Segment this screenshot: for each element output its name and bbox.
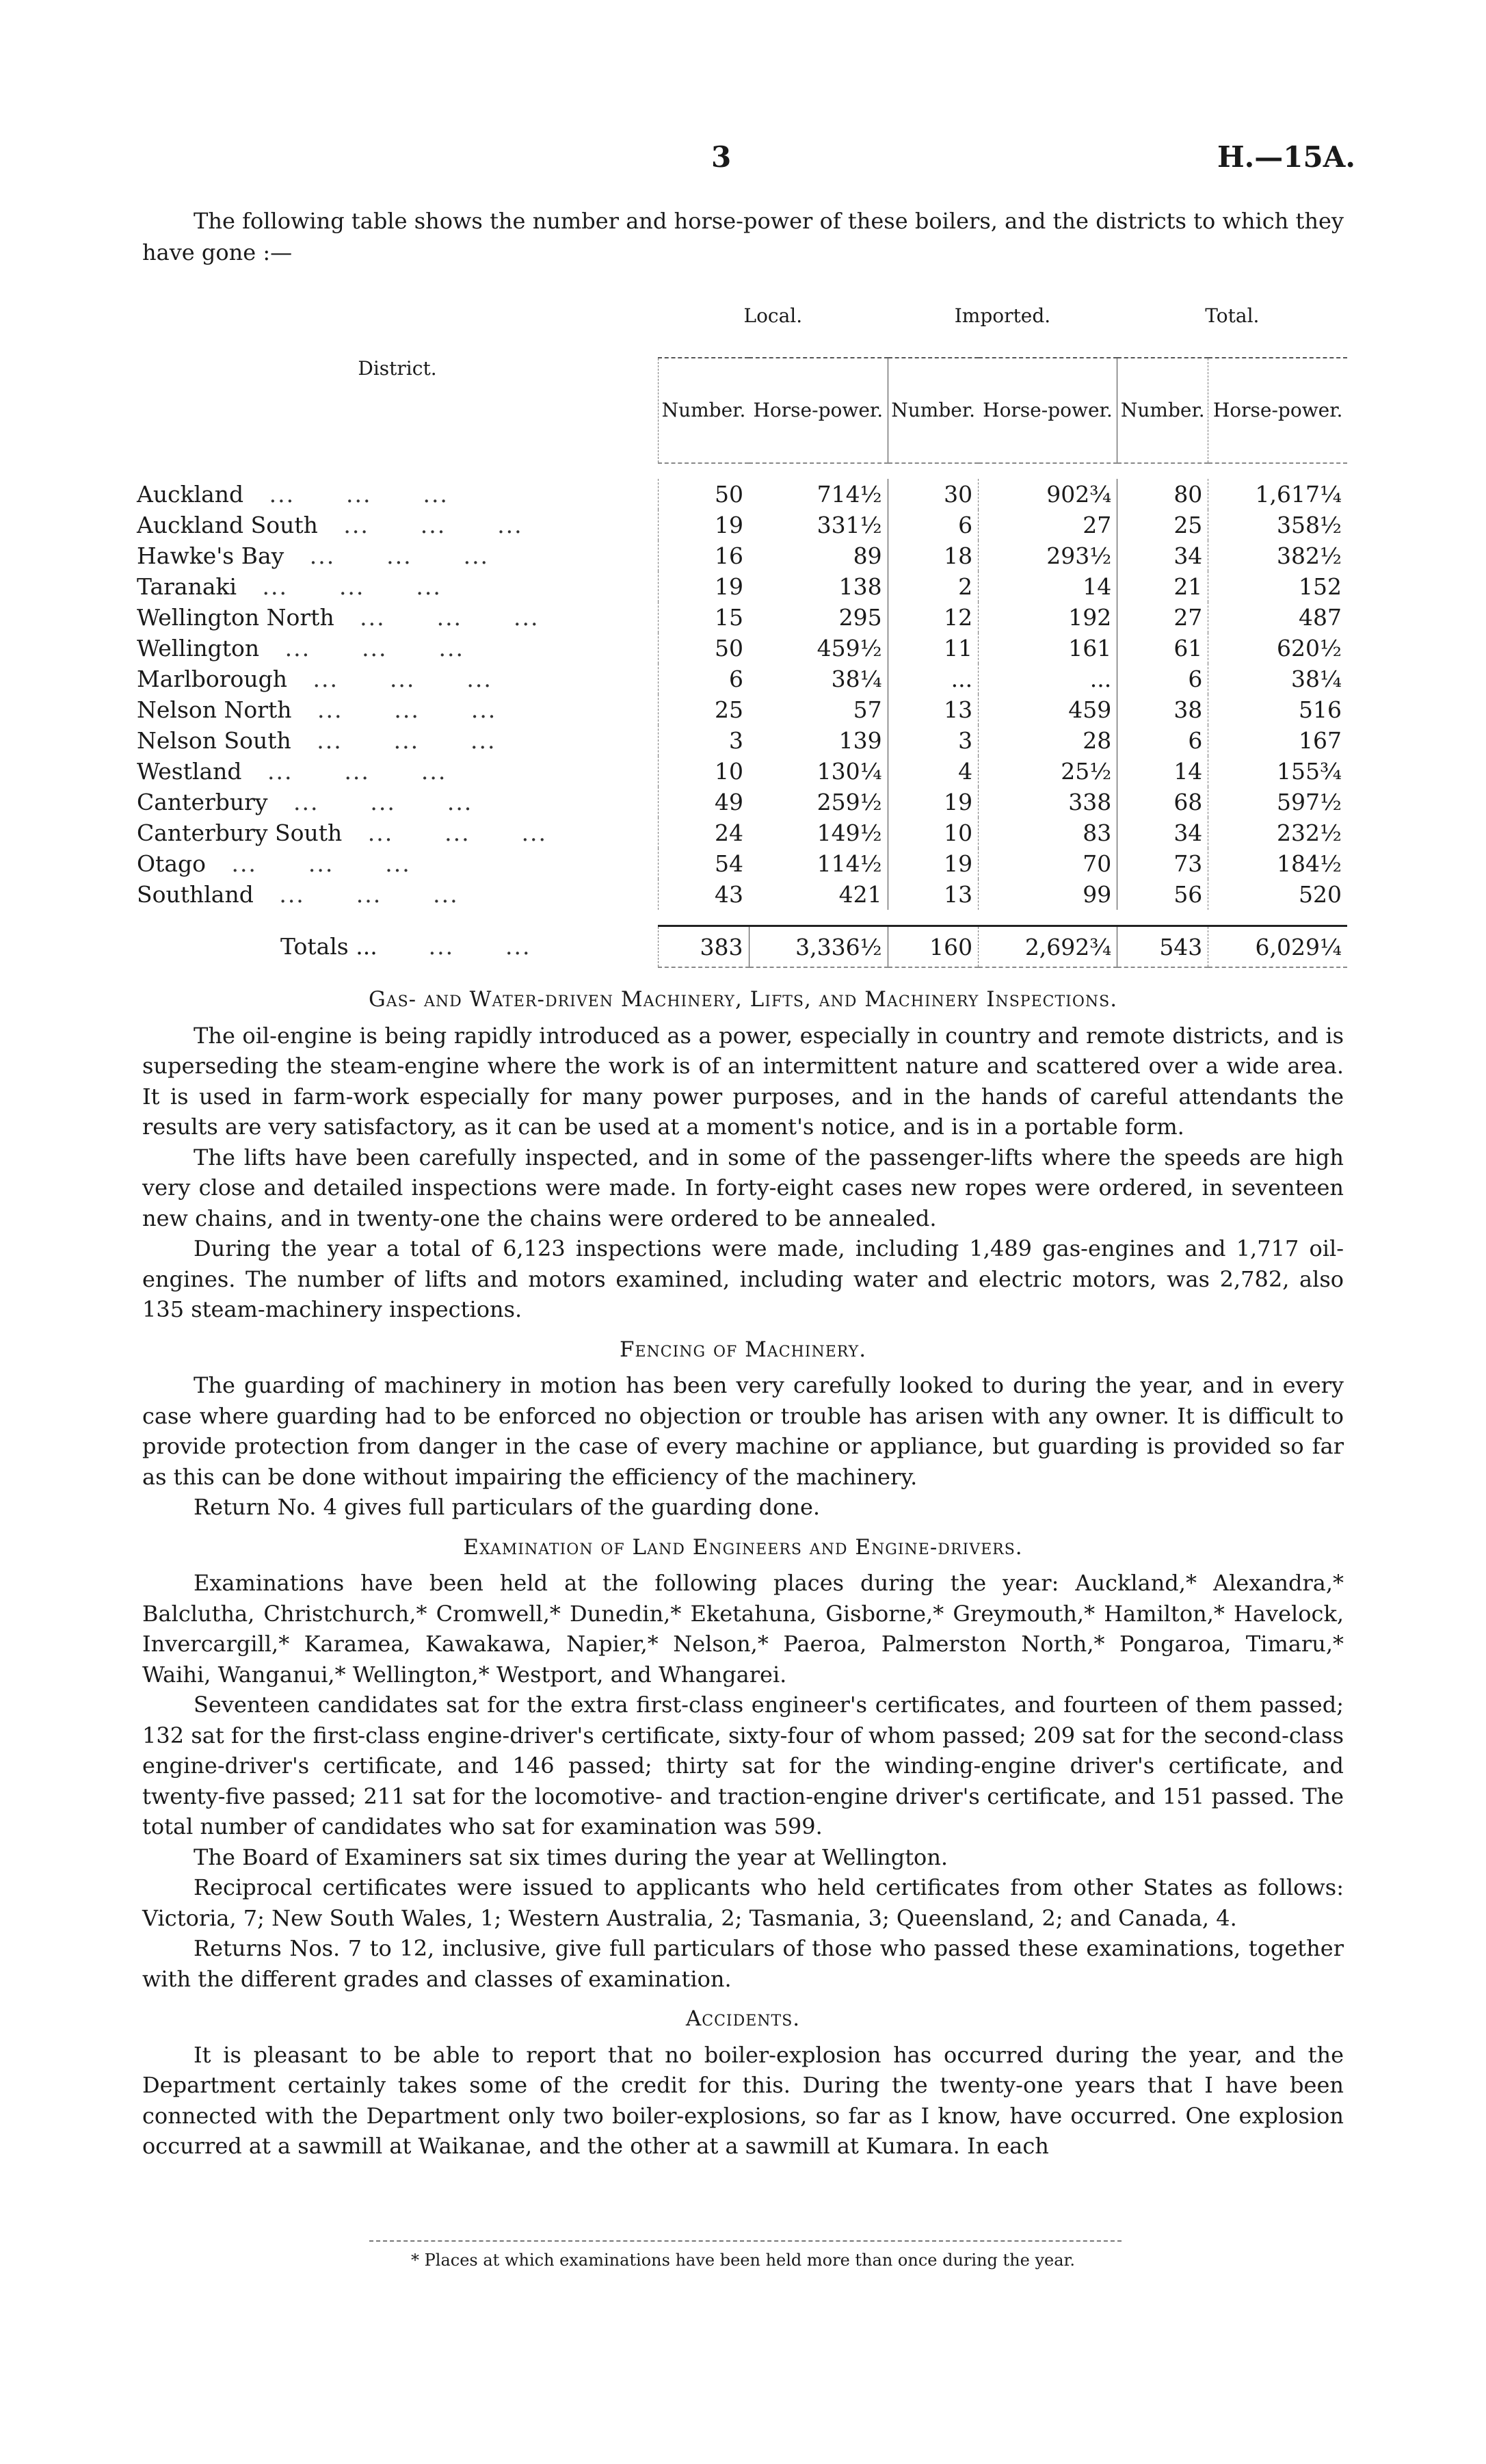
value-cell: 61 [1117, 633, 1208, 664]
paragraph: Return No. 4 gives full particulars of the guarding done. [194, 1494, 821, 1520]
section-heading: Fencing of Machinery. [619, 1337, 867, 1362]
section-heading: Accidents. [685, 2006, 801, 2031]
total-cell: 383 [659, 926, 749, 968]
value-cell: 130¼ [817, 758, 882, 785]
leader-dots: ... ... ... [284, 542, 490, 569]
value-cell: 34 [1117, 540, 1208, 571]
col-header-horsepower: Horse-power. [1208, 358, 1347, 463]
table-row [137, 510, 1347, 540]
value-cell: 295 [838, 604, 882, 631]
district-cell [137, 602, 659, 633]
totals-label-text: Totals ... [280, 933, 377, 960]
value-cell: 49 [659, 787, 749, 817]
value-cell: 3 [659, 725, 749, 756]
value-cell: 459½ [817, 635, 882, 661]
leader-dots: ... ... ... [205, 850, 411, 877]
value-cell: 27 [979, 510, 1117, 540]
value-cell: ... [979, 664, 1117, 694]
table-row [137, 694, 1347, 725]
value-cell: 167 [1208, 725, 1347, 756]
leader-dots: ... ... ... [291, 696, 497, 723]
district-cell [137, 540, 659, 571]
value-cell: 68 [1117, 787, 1208, 817]
value-cell: 620½ [1208, 633, 1347, 664]
group-header-total: Total. [1205, 304, 1260, 327]
paragraph: During the year a total of 6,123 inspections were made, including 1,489 gas-engines and 1,717 oil-engines. The number of lifts and motors examined, including water and electric motors, was 2,782, also 135 steam-machinery inspections. [142, 1235, 1344, 1322]
district-name: Auckland [137, 481, 244, 508]
total-cell: 2,692¾ [979, 926, 1117, 968]
paragraph: The Board of Examiners sat six times during the year at Wellington. [194, 1844, 948, 1870]
district-name: Wellington [137, 635, 260, 661]
district-cell [137, 848, 659, 879]
leader-dots: ... ... ... [291, 727, 496, 754]
value-cell: 19 [659, 510, 749, 540]
value-cell: 13 [888, 879, 979, 910]
table-row [137, 479, 1347, 510]
totals-row [137, 926, 1347, 968]
value-cell: 12 [888, 602, 979, 633]
table-row [137, 540, 1347, 571]
leader-dots: ... ... ... [241, 758, 447, 785]
district-cell [137, 787, 659, 817]
district-name: Canterbury [137, 789, 268, 815]
value-cell: 25 [659, 694, 749, 725]
value-cell: 18 [888, 540, 979, 571]
value-cell: 19 [888, 787, 979, 817]
value-cell: 155¾ [1208, 756, 1347, 787]
paragraph: It is pleasant to be able to report that no boiler-explosion has occurred during the year, and the Department certainly takes some of the credit for this. During the twenty-one years that I have been connected with the Department only two boiler-explosions, so far as I know, have occurred. One explosion occurred at a sawmill at Waikanae, and the other at a sawmill at Kumara. In each [142, 2041, 1344, 2159]
table-row [137, 571, 1347, 602]
page-number: 3 [711, 140, 732, 174]
district-cell [137, 633, 659, 664]
value-cell: 11 [888, 633, 979, 664]
district-name: Westland [137, 758, 242, 785]
value-cell: 382½ [1208, 540, 1347, 571]
total-cell: 3,336½ [749, 926, 888, 968]
table-row [137, 664, 1347, 694]
value-cell: 13 [888, 694, 979, 725]
paragraph: Examinations have been held at the following places during the year: Auckland,* Alexandra,* Balclutha, Christchurch,* Cromwell,* Dunedin,* Eketahuna, Gisborne,* Greymouth,* Hamilton,* Havelock, Invercargill,* Karamea, Kawakawa, Napier,* Nelson,* Paeroa, Palmerston North,* Pongaroa, Timaru,* Waihi, Wanganui,* Wellington,* Westport, and Whangarei. [142, 1570, 1344, 1688]
value-cell: 421 [838, 881, 882, 908]
value-cell: 192 [979, 602, 1117, 633]
value-cell: 56 [1117, 879, 1208, 910]
value-cell: 89 [853, 542, 882, 569]
district-name: Hawke's Bay [137, 542, 284, 569]
value-cell: 520 [1208, 879, 1347, 910]
value-cell: 38¼ [1208, 664, 1347, 694]
district-name: Canterbury South [137, 820, 343, 846]
value-cell: 14 [979, 571, 1117, 602]
value-cell: 4 [888, 756, 979, 787]
document-reference: H.—15A. [1217, 140, 1355, 174]
district-name: Auckland South [137, 512, 318, 538]
col-header-number: Number. [1117, 358, 1208, 463]
value-cell: 10 [888, 817, 979, 848]
total-cell: 160 [888, 926, 979, 968]
district-cell [137, 571, 659, 602]
table-row [137, 817, 1347, 848]
paragraph: The guarding of machinery in motion has been very carefully looked to during the year, and in every case where guarding had to be enforced no objection or trouble has arisen with any owner. It is difficult to provide protection from danger in the case of every machine or appliance, but guarding is provided so far as this can be done without impairing the efficiency of the machinery. [142, 1372, 1344, 1490]
value-cell: 10 [659, 756, 749, 787]
group-header-imported: Imported. [954, 304, 1051, 327]
value-cell: 139 [838, 727, 882, 754]
value-cell: 149½ [817, 820, 882, 846]
district-cell [137, 664, 659, 694]
paragraph: The oil-engine is being rapidly introduced as a power, especially in country and remote districts, and is superseding the steam-engine where the work is of an intermittent nature and scattered over a wide area. It is used in farm-work especially for many power purposes, and in the hands of careful attendants the results are very satisfactory, as it can be used at a moment's notice, and is in a portable form. [142, 1022, 1344, 1140]
footnote-divider [369, 2240, 1122, 2242]
district-cell [137, 817, 659, 848]
value-cell: 83 [979, 817, 1117, 848]
value-cell: 1,617¼ [1208, 479, 1347, 510]
value-cell: 6 [888, 510, 979, 540]
table-row [137, 756, 1347, 787]
value-cell: 331½ [817, 512, 882, 538]
district-name: Nelson North [137, 696, 292, 723]
value-cell: 24 [659, 817, 749, 848]
value-cell: 28 [979, 725, 1117, 756]
leader-dots: ... ... ... [253, 881, 459, 908]
value-cell: 2 [888, 571, 979, 602]
total-cell: 6,029¼ [1208, 926, 1347, 968]
value-cell: 14 [1117, 756, 1208, 787]
value-cell: 487 [1208, 602, 1347, 633]
district-name: Nelson South [137, 727, 291, 754]
value-cell: 152 [1208, 571, 1347, 602]
value-cell: 259½ [817, 789, 882, 815]
total-cell: 543 [1117, 926, 1208, 968]
value-cell: 38 [1117, 694, 1208, 725]
value-cell: 114½ [817, 850, 882, 877]
table-row [137, 633, 1347, 664]
table-row [137, 602, 1347, 633]
table-row [137, 879, 1347, 910]
district-cell [137, 725, 659, 756]
col-header-number: Number. [888, 358, 979, 463]
value-cell: 50 [659, 479, 749, 510]
district-name: Wellington North [137, 604, 334, 631]
value-cell: 99 [979, 879, 1117, 910]
paragraph: Seventeen candidates sat for the extra first-class engineer's certificates, and fourteen of them passed; 132 sat for the first-class engine-driver's certificate, sixty-four of whom passed; 209 sat for the second-class engine-driver's certificate, and 146 passed; thirty sat for the winding-engine driver's certificate, and twenty-five passed; 211 sat for the locomotive- and traction-engine driver's certificate, and 151 passed. The total number of candidates who sat for examination was 599. [142, 1692, 1344, 1839]
district-cell [137, 694, 659, 725]
leader-dots: ... ... ... [243, 481, 449, 508]
value-cell: 232½ [1208, 817, 1347, 848]
value-cell: 6 [659, 664, 749, 694]
leader-dots: ... ... ... [342, 820, 548, 846]
district-cell [137, 479, 659, 510]
value-cell: 184½ [1208, 848, 1347, 879]
col-header-horsepower: Horse-power. [749, 358, 888, 463]
value-cell: 34 [1117, 817, 1208, 848]
district-name: Marlborough [137, 666, 288, 692]
value-cell: 358½ [1208, 510, 1347, 540]
district-name: Otago [137, 850, 206, 877]
leader-dots: ... ... ... [237, 573, 442, 600]
value-cell: 516 [1208, 694, 1347, 725]
district-name: Taranaki [137, 573, 237, 600]
paragraph: Reciprocal certificates were issued to applicants who held certificates from other States as follows: Victoria, 7; New South Wales, 1; Western Australia, 2; Tasmania, 3; Queensland, 2; and Canada, 4. [142, 1874, 1344, 1931]
district-cell [137, 756, 659, 787]
value-cell: 161 [979, 633, 1117, 664]
leader-dots: ... ... ... [334, 604, 540, 631]
col-header-number: Number. [659, 358, 749, 463]
totals-label [137, 926, 659, 968]
group-header-local: Local. [743, 304, 803, 327]
value-cell: 30 [888, 479, 979, 510]
paragraph: Returns Nos. 7 to 12, inclusive, give full particulars of those who passed these examinations, together with the different grades and classes of examination. [142, 1935, 1344, 1992]
value-cell: 902¾ [979, 479, 1117, 510]
value-cell: 73 [1117, 848, 1208, 879]
district-cell [137, 879, 659, 910]
value-cell: 25½ [979, 756, 1117, 787]
table-row [137, 787, 1347, 817]
intro-paragraph: The following table shows the number and horse-power of these boilers, and the districts to which they have gone :— [142, 208, 1344, 265]
value-cell: 70 [979, 848, 1117, 879]
value-cell: 459 [979, 694, 1117, 725]
section-heading: Gas- and Water-driven Machinery, Lifts, and Machinery Inspections. [368, 987, 1118, 1012]
value-cell: 6 [1117, 664, 1208, 694]
value-cell: 80 [1117, 479, 1208, 510]
district-name: Southland [137, 881, 254, 908]
col-header-horsepower: Horse-power. [979, 358, 1117, 463]
value-cell: 138 [838, 573, 882, 600]
table-row [137, 848, 1347, 879]
spacer-row [137, 910, 1347, 926]
value-cell: 57 [853, 696, 882, 723]
value-cell: 3 [888, 725, 979, 756]
table-row [137, 725, 1347, 756]
value-cell: 16 [659, 540, 749, 571]
leader-dots: ... ... [377, 933, 531, 960]
document-body [142, 975, 1344, 2162]
boilers-table [137, 274, 1347, 968]
leader-dots: ... ... ... [259, 635, 464, 661]
value-cell: 43 [659, 879, 749, 910]
district-header: District. [358, 357, 437, 380]
value-cell: 338 [979, 787, 1117, 817]
value-cell: 25 [1117, 510, 1208, 540]
value-cell: 714½ [817, 481, 882, 508]
value-cell: 19 [659, 571, 749, 602]
value-cell: 50 [659, 633, 749, 664]
value-cell: 19 [888, 848, 979, 879]
value-cell: 54 [659, 848, 749, 879]
leader-dots: ... ... ... [287, 666, 492, 692]
value-cell: 21 [1117, 571, 1208, 602]
leader-dots: ... ... ... [317, 512, 523, 538]
value-cell: 15 [659, 602, 749, 633]
value-cell: ... [888, 664, 979, 694]
footnote: * Places at which examinations have been held more than once during the year. [411, 2251, 1075, 2270]
value-cell: 597½ [1208, 787, 1347, 817]
value-cell: 6 [1117, 725, 1208, 756]
leader-dots: ... ... ... [267, 789, 473, 815]
value-cell: 27 [1117, 602, 1208, 633]
section-heading: Examination of Land Engineers and Engine-drivers. [463, 1534, 1023, 1560]
value-cell: 38¼ [831, 666, 882, 692]
district-cell [137, 510, 659, 540]
spacer-row [137, 463, 1347, 479]
value-cell: 293½ [979, 540, 1117, 571]
paragraph: The lifts have been carefully inspected, and in some of the passenger-lifts where the speeds are high very close and detailed inspections were made. In forty-eight cases new ropes were ordered, in seventeen new chains, and in twenty-one the chains were ordered to be annealed. [142, 1144, 1344, 1231]
